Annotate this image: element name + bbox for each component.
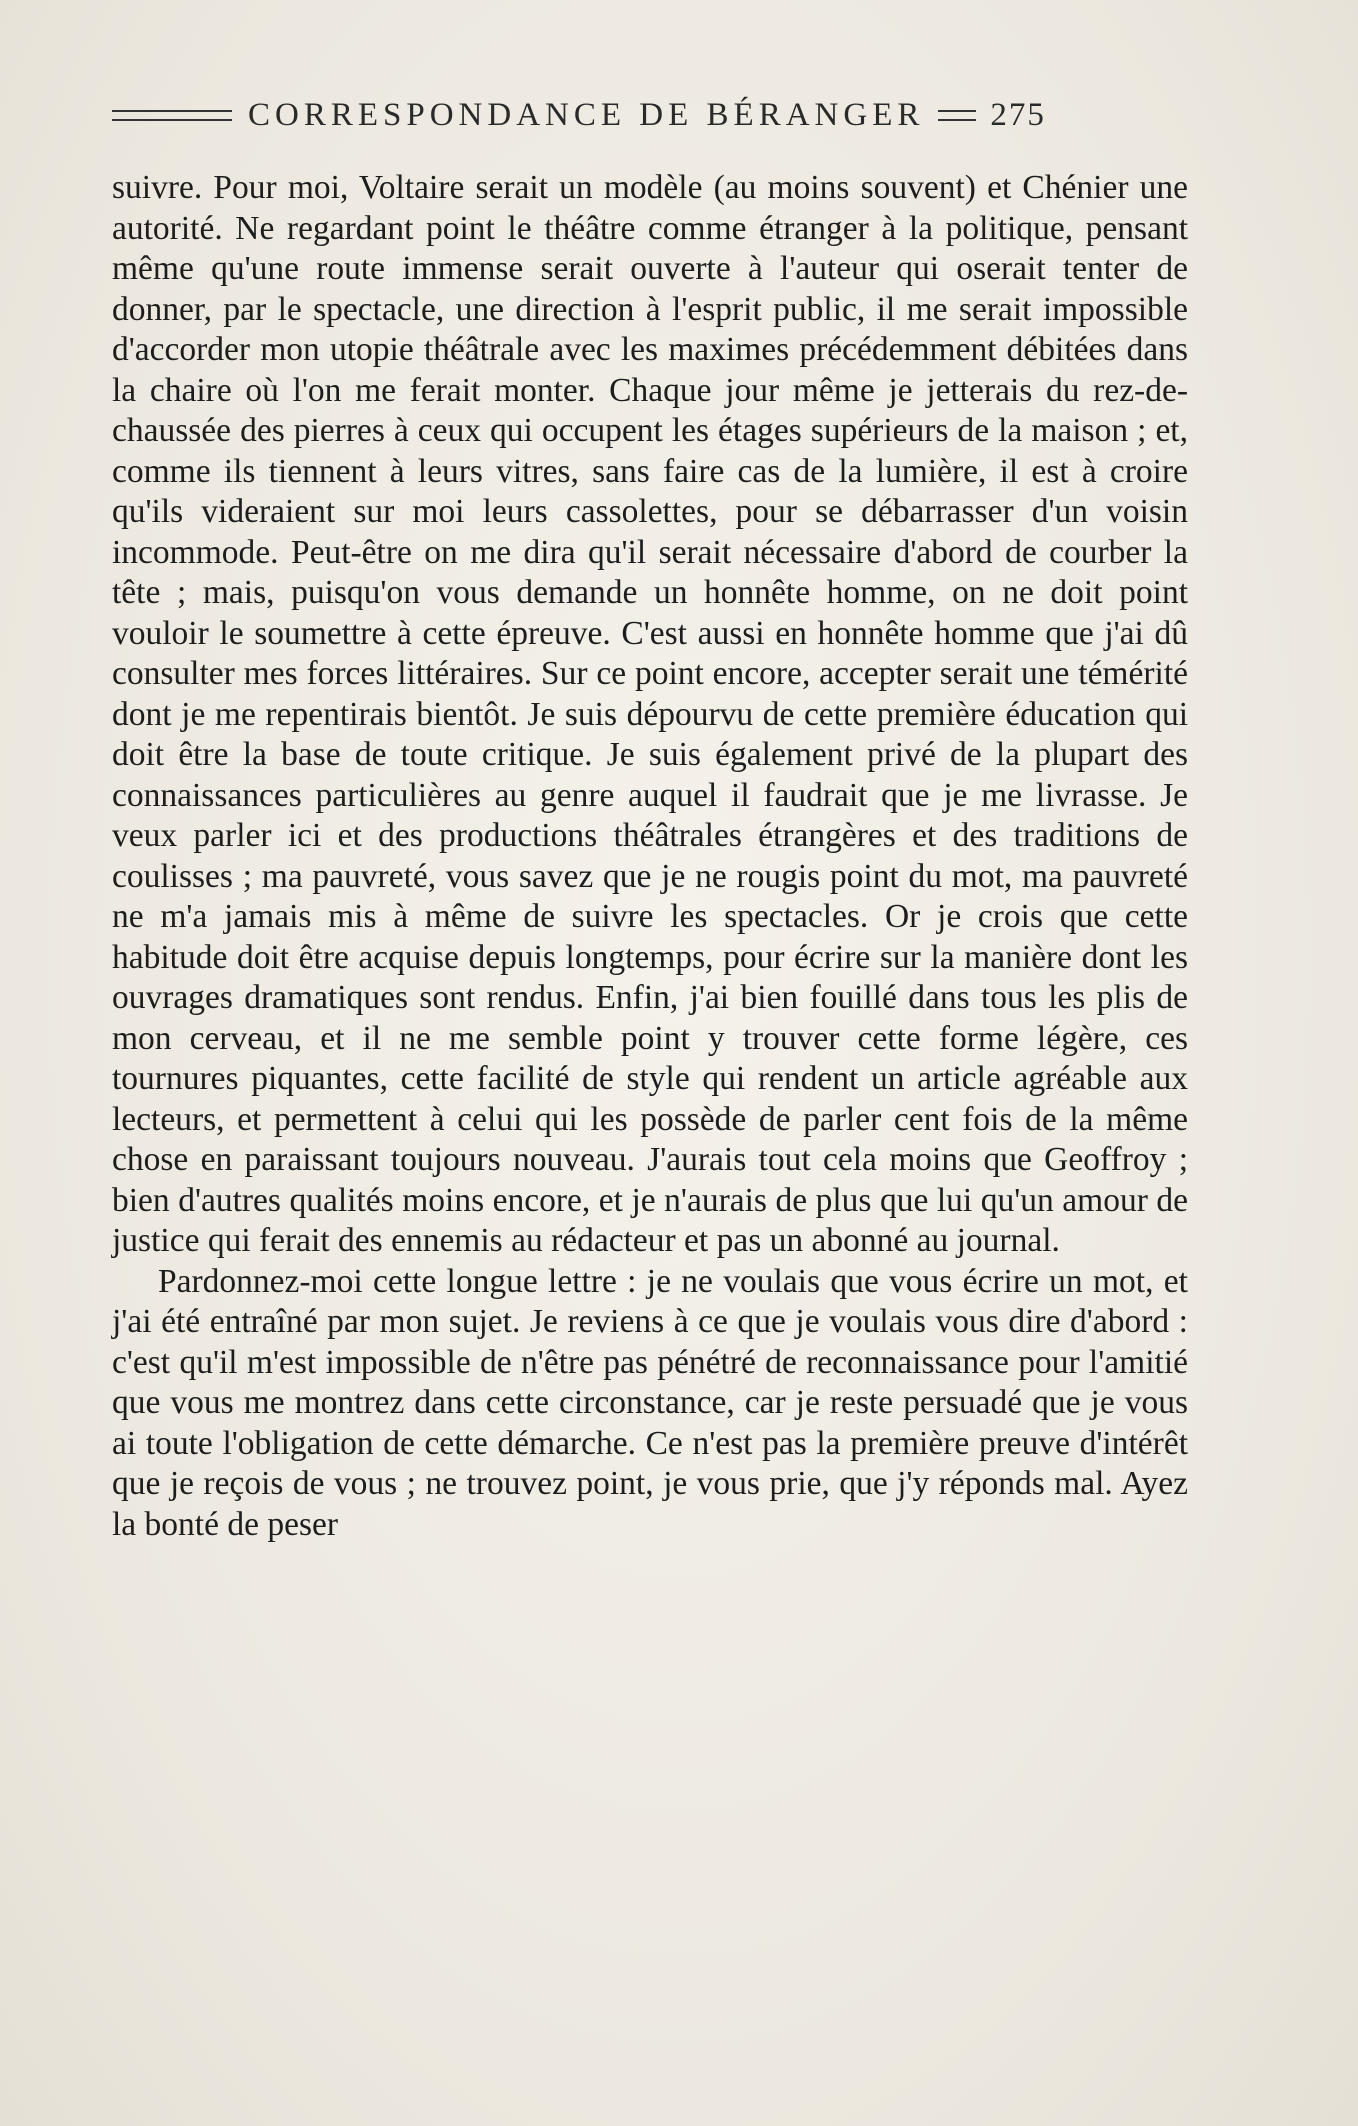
running-header bbox=[112, 92, 1188, 138]
header-rule-left bbox=[112, 110, 232, 121]
body-text bbox=[112, 168, 1188, 1545]
page-number: 275 bbox=[990, 96, 1046, 133]
header-rule-right bbox=[938, 110, 976, 121]
paragraph-continued: suivre. Pour moi, Voltaire serait un modèle (au moins souvent) et Chénier une autorité. Ne regardant point le théâtre comme étranger à la politique, pensant même qu'une route immense serait ouverte à l'auteur qui oserait tenter de donner, par le spectacle, une direction à l'esprit public, il me serait impossible d'accorder mon utopie théâtrale avec les maximes précédemment débitées dans la chaire où l'on me ferait monter. Chaque jour même je jetterais du rez-de-chaussée des pierres à ceux qui occupent les étages supérieurs de la maison ; et, comme ils tiennent à leurs vitres, sans faire cas de la lumière, il est à croire qu'ils videraient sur moi leurs cassolettes, pour se débarrasser d'un voisin incommode. Peut-être on me dira qu'il serait nécessaire d'abord de courber la tête ; mais, puisqu'on vous demande un honnête homme, on ne doit point vouloir le soumettre à cette épreuve. C'est aussi en honnête homme que j'ai dû consulter mes forces littéraires. Sur ce point encore, accepter serait une témérité dont je me repentirais bientôt. Je suis dépourvu de cette première éducation qui doit être la base de toute critique. Je suis également privé de la plupart des connaissances particulières au genre auquel il faudrait que je me livrasse. Je veux parler ici et des productions théâtrales étrangères et des traditions de coulisses ; ma pauvreté, vous savez que je ne rougis point du mot, ma pauvreté ne m'a jamais mis à même de suivre les spectacles. Or je crois que cette habitude doit être acquise depuis longtemps, pour écrire sur la manière dont les ouvrages dramatiques sont rendus. Enfin, j'ai bien fouillé dans tous les plis de mon cerveau, et il ne me semble point y trouver cette forme légère, ces tournures piquantes, cette facilité de style qui rendent un article agréable aux lecteurs, et permettent à celui qui les possède de parler cent fois de la même chose en paraissant toujours nouveau. J'aurais tout cela moins que Geoffroy ; bien d'autres qualités moins encore, et je n'aurais de plus que lui qu'un amour de justice qui ferait des ennemis au rédacteur et pas un abonné au journal. bbox=[112, 169, 1188, 1259]
header-title: CORRESPONDANCE DE BÉRANGER bbox=[248, 96, 925, 133]
paragraph: Pardonnez-moi cette longue lettre : je ne voulais que vous écrire un mot, et j'ai été entraîné par mon sujet. Je reviens à ce que je voulais vous dire d'abord : c'est qu'il m'est impossible de n'être pas pénétré de reconnaissance pour l'amitié que vous me montrez dans cette circonstance, car je reste persuadé que je vous ai toute l'obligation de cette démarche. Ce n'est pas la première preuve d'intérêt que je reçois de vous ; ne trouvez point, je vous prie, que j'y réponds mal. Ayez la bonté de peser bbox=[112, 1262, 1188, 1543]
